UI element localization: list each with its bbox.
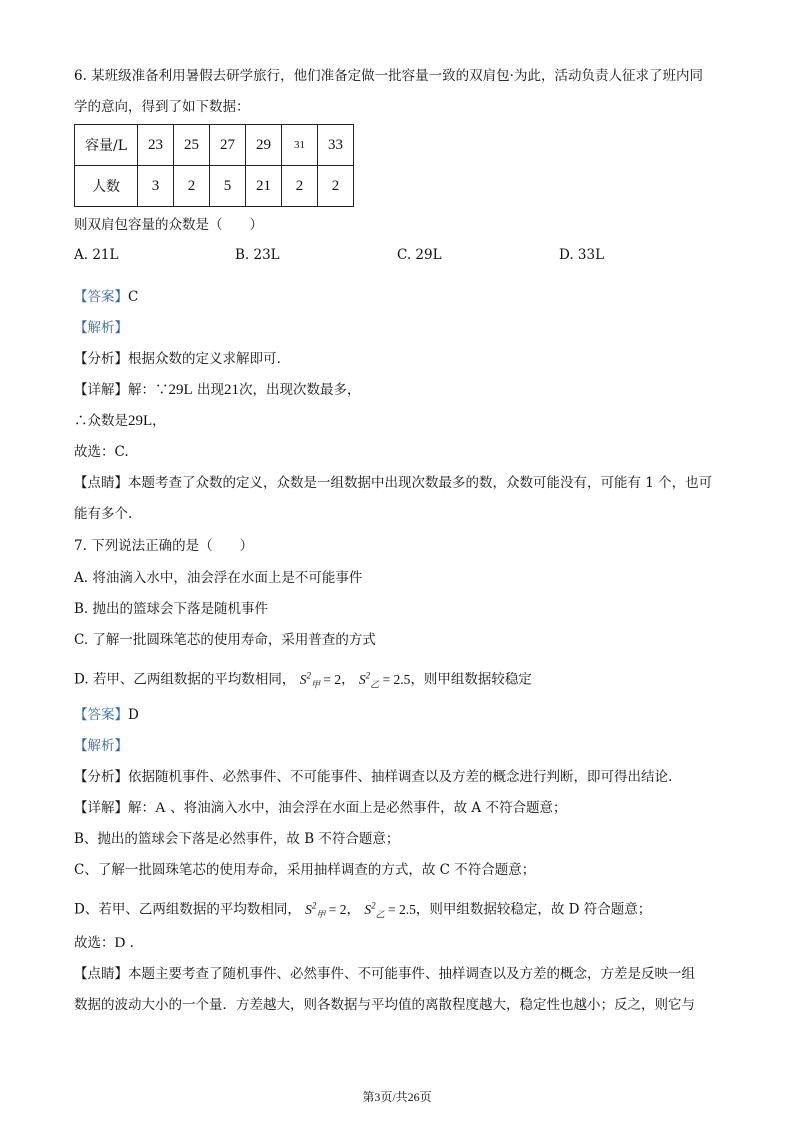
variance-sup: 2	[371, 900, 376, 910]
dianjing-tag: 【点睛】	[74, 475, 128, 491]
variance-jia	[305, 900, 347, 920]
detail-text: 、将油滴入水中，油会浮在水面上是必然事件，故 A 不符合题意；	[165, 800, 567, 816]
q6-option-a: A. 21L	[74, 247, 119, 263]
q6-dianjing-line1	[74, 473, 712, 493]
fenxi-tag: 【分析】	[74, 769, 128, 785]
variance-symbol: S	[364, 901, 372, 917]
q7-dianjing-line2: 数据的波动大小的一个量．方差越大，则各数据与平均值的离散程度越大，稳定性也越小；反之，则它与	[74, 997, 695, 1013]
variance-sup: 2	[306, 670, 311, 680]
q6-detail-line2	[74, 411, 166, 431]
q7-answer	[74, 705, 139, 725]
detail-value: A	[155, 800, 166, 816]
dianjing-tag: 【点睛】	[74, 966, 128, 982]
q7-detail-line2: B、抛出的篮球会下落是必然事件，故 B 不符合题意；	[74, 831, 400, 847]
page-footer: 第3页/共26页	[362, 1090, 432, 1104]
variance-yi	[364, 900, 416, 920]
detail-value: D	[114, 935, 126, 951]
table-header-count: 人数	[75, 166, 138, 207]
q7-option-b: B. 抛出的篮球会下落是随机事件	[74, 601, 269, 617]
dianjing-text: 本题考查了众数的定义，众数是一组数据中出现次数最多的数，众数可能没有，可能有 1 个，也可	[128, 475, 713, 491]
option-d-text: D. 若甲、乙两组数据的平均数相同，	[74, 671, 296, 688]
detail-value: 29L	[128, 413, 153, 429]
fenxi-text: 依据随机事件、必然事件、不可能事件、抽样调查以及方差的概念进行判断，即可得出结论.	[128, 769, 673, 785]
q6-analysis-heading	[74, 318, 128, 338]
q6-detail-line3: 故选：C.	[74, 444, 129, 460]
variance-jia	[299, 670, 342, 690]
q7-option-a: A. 将油滴入水中，油会浮在水面上是不可能事件	[74, 570, 363, 586]
q7-detail-line4	[74, 895, 651, 924]
variance-sup: 2	[311, 900, 317, 910]
q7-analysis-heading	[74, 736, 128, 756]
option-d-text: ，	[341, 671, 355, 688]
variance-sub: 甲	[310, 679, 320, 690]
table-cell: 27	[210, 125, 246, 166]
variance-value: = 2	[325, 901, 347, 917]
answer-value: C	[128, 289, 139, 305]
table-cell: 29	[246, 125, 282, 166]
q7-detail-line1	[74, 798, 566, 818]
variance-value: = 2	[320, 671, 342, 687]
q6-question: 则双肩包容量的众数是（ ）	[74, 217, 263, 233]
option-d-text: ，则甲组数据较稳定	[410, 671, 532, 688]
variance-value: = 2.5	[384, 901, 416, 917]
variance-sub: 乙	[375, 909, 385, 920]
q6-option-c: C. 29L	[397, 247, 442, 263]
variance-symbol: S	[305, 901, 312, 917]
fenxi-text: 根据众数的定义求解即可.	[128, 351, 281, 367]
q7-fenxi	[74, 767, 672, 787]
q6-fenxi	[74, 349, 281, 369]
q6-data-table	[74, 124, 354, 207]
q7-detail-line3: C、了解一批圆珠笔芯的使用寿命，采用抽样调查的方式，故 C 不符合题意；	[74, 862, 536, 878]
detail-text: D、若甲、乙两组数据的平均数相同，	[74, 901, 301, 918]
detail-text: 解：∵	[128, 382, 169, 398]
detail-value: 21	[223, 382, 239, 398]
q7-dianjing-line1	[74, 964, 695, 984]
table-cell: 23	[138, 125, 174, 166]
analysis-tag: 【解析】	[74, 320, 128, 336]
table-cell: 2	[282, 166, 318, 207]
answer-tag: 【答案】	[74, 707, 128, 723]
detail-text: ，	[152, 413, 166, 429]
table-cell: 25	[174, 125, 210, 166]
q6-stem-line1: 6. 某班级准备利用暑假去研学旅行，他们准备定做一批容量一致的双肩包·为此，活动负责人征求了班内同	[74, 68, 703, 84]
detail-text: ，	[346, 901, 361, 918]
table-row	[75, 166, 354, 207]
variance-yi	[358, 670, 411, 690]
q6-dianjing-line2: 能有多个.	[74, 506, 133, 522]
detail-tag: 【详解】	[74, 800, 128, 816]
answer-value: D	[128, 707, 139, 723]
table-cell: 33	[318, 125, 354, 166]
q7-detail-line5	[74, 933, 134, 953]
q6-answer	[74, 287, 138, 307]
fenxi-tag: 【分析】	[74, 351, 128, 367]
q7-stem: 7. 下列说法正确的是（ ）	[74, 538, 254, 554]
variance-symbol: S	[299, 671, 307, 687]
variance-sub: 甲	[316, 909, 326, 920]
q7-option-c: C. 了解一批圆珠笔芯的使用寿命，采用普查的方式	[74, 632, 376, 648]
table-cell: 21	[246, 166, 282, 207]
variance-sup: 2	[365, 670, 371, 680]
q6-stem-line2: 学的意向，得到了如下数据：	[74, 99, 250, 115]
detail-tag: 【详解】	[74, 382, 128, 398]
detail-text: 解：	[128, 800, 155, 816]
answer-tag: 【答案】	[74, 289, 128, 305]
table-cell: 3	[138, 166, 174, 207]
table-row	[75, 125, 354, 166]
table-cell: 2	[318, 166, 354, 207]
q6-detail-line1	[74, 380, 360, 400]
table-cell: 2	[174, 166, 210, 207]
variance-value: = 2.5	[379, 671, 411, 687]
dianjing-text: 本题主要考查了随机事件、必然事件、不可能事件、抽样调查以及方差的概念，方差是反映一组	[128, 966, 695, 982]
detail-text: 次，出现次数最多，	[238, 382, 361, 398]
analysis-tag: 【解析】	[74, 738, 128, 754]
detail-text: .	[125, 935, 134, 951]
variance-symbol: S	[358, 671, 366, 687]
table-cell: 5	[210, 166, 246, 207]
detail-text: 故选：	[74, 935, 115, 951]
q7-option-d	[74, 665, 532, 694]
detail-text: ∴众数是	[74, 413, 128, 429]
table-cell: 31	[282, 125, 318, 166]
variance-sub: 乙	[370, 679, 380, 690]
detail-text: 出现	[192, 382, 224, 398]
detail-value: 29L	[168, 382, 193, 398]
q6-option-b: B. 23L	[235, 247, 280, 263]
detail-text: ，则甲组数据较稳定，故 D 符合题意；	[415, 901, 652, 918]
table-header-capacity: 容量/L	[75, 125, 138, 166]
q6-option-d: D. 33L	[559, 247, 605, 263]
